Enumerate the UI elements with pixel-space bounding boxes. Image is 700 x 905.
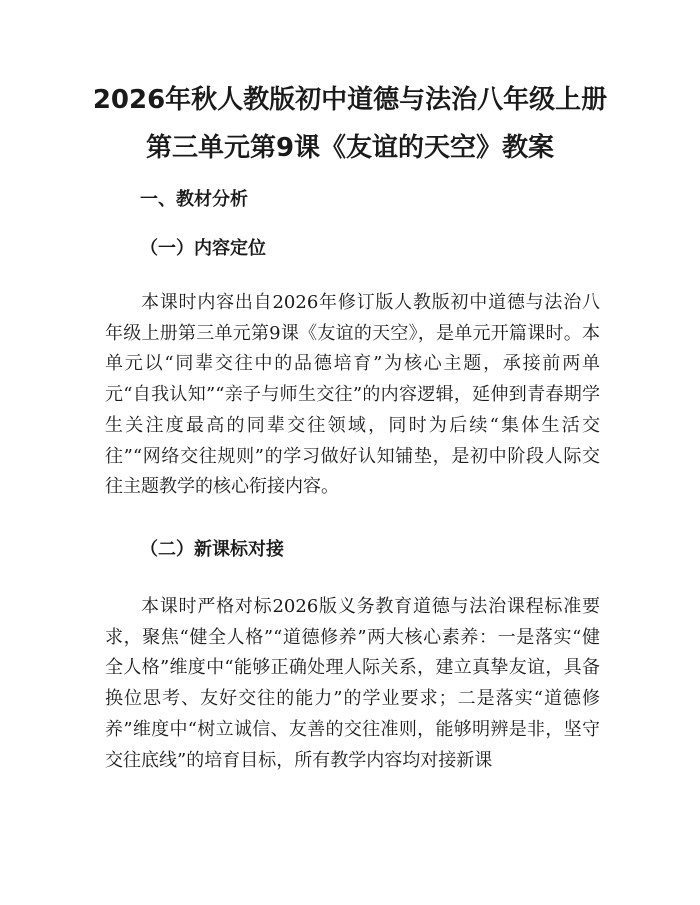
document-title-line-2: 第三单元第9课《友谊的天空》教案 [145, 133, 555, 163]
subsection-heading-content-positioning: （一）内容定位 [140, 238, 266, 259]
paragraph-content-positioning: 本课时内容出自2026年修订版人教版初中道德与法治八年级上册第三单元第9课《友谊的天空》，是单元开篇课时。本单元以“同辈交往中的品德培育”为核心主题，承接前两单元“自我认知”“亲子与师生交往”的内容逻辑，延伸到青春期学生关注度最高的同辈交往领域，同时为后续“集体生活交往”“网络交往规则”的学习做好认知铺垫，是初中阶段人际交往主题教学的核心衔接内容。 [105, 292, 600, 498]
paragraph-curriculum-standard: 本课时严格对标2026版义务教育道德与法治课程标准要求，聚焦“健全人格”“道德修养”两大核心素养：一是落实“健全人格”维度中“能够正确处理人际关系，建立真挚友谊，具备换位思考、友好交往的能力”的学业要求；二是落实“道德修养”维度中“树立诚信、友善的交往准则，能够明辨是非，坚守交往底线”的培育目标，所有教学内容均对接新课 [105, 596, 600, 771]
section-heading-teaching-material-analysis: 一、教材分析 [140, 189, 248, 210]
document-title-line-1: 2026年秋人教版初中道德与法治八年级上册 [92, 85, 608, 115]
subsection-heading-curriculum-standard: （二）新课标对接 [140, 539, 284, 560]
